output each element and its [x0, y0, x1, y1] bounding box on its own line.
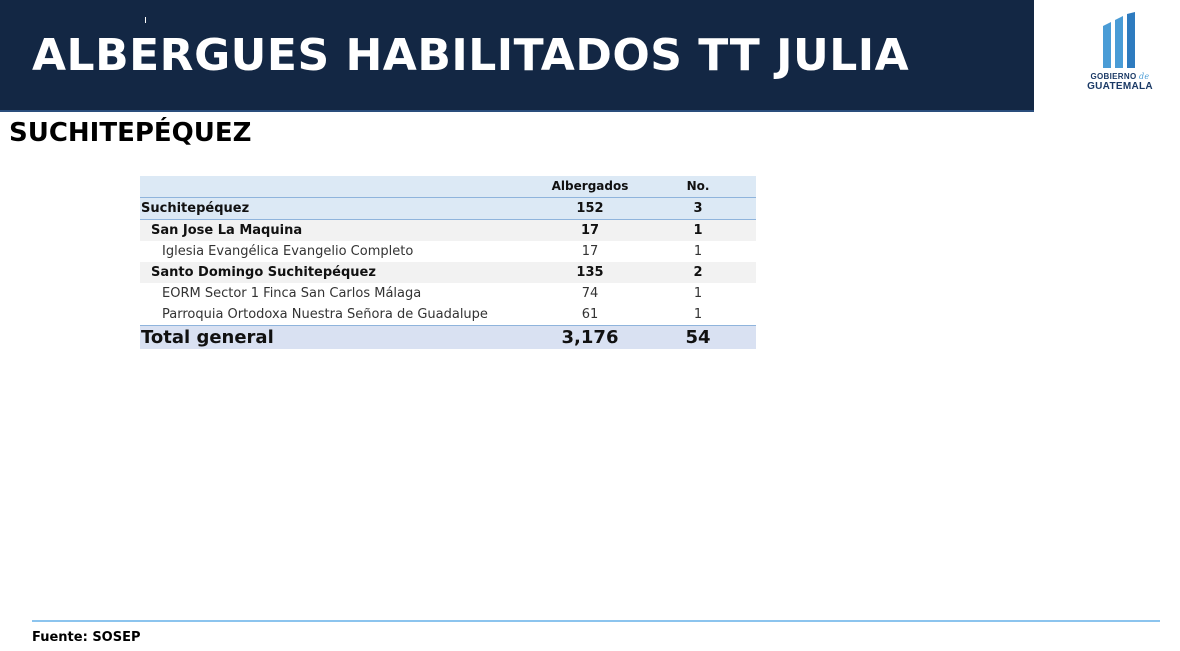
logo-pillars-icon [1100, 12, 1140, 70]
row-no: 1 [693, 307, 703, 322]
footer-divider [32, 620, 1160, 622]
row-albergados: 17 [581, 244, 599, 259]
table-row-municipality [140, 220, 756, 242]
table-row-shelter [140, 304, 756, 326]
logo-text-gobierno: GOBIERNO de [1090, 72, 1150, 81]
row-albergados: 74 [581, 286, 599, 301]
header-albergados: Albergados [551, 179, 629, 193]
row-no: 1 [693, 286, 703, 301]
header-no: No. [686, 179, 710, 193]
header-tick-mark [145, 17, 146, 23]
department-heading: SUCHITEPÉQUEZ [9, 118, 252, 148]
row-albergados: 152 [576, 201, 604, 216]
page-title: ALBERGUES HABILITADOS TT JULIA [32, 30, 910, 81]
total-no: 54 [685, 327, 711, 348]
row-no: 1 [693, 244, 703, 259]
row-name: San Jose La Maquina [151, 223, 303, 238]
row-name: EORM Sector 1 Finca San Carlos Málaga [162, 286, 422, 301]
row-no: 3 [693, 201, 703, 216]
table-row-municipality [140, 262, 756, 283]
table-row-department [140, 198, 756, 220]
gobierno-guatemala-logo [1066, 12, 1174, 102]
row-name: Suchitepéquez [141, 201, 250, 216]
row-no: 2 [693, 265, 703, 280]
row-name: Santo Domingo Suchitepéquez [151, 265, 376, 280]
source-note: Fuente: SOSEP [32, 630, 141, 645]
row-albergados: 61 [581, 307, 599, 322]
row-no: 1 [693, 223, 703, 238]
logo-text-guatemala: GUATEMALA [1087, 81, 1153, 92]
table-header-row [140, 176, 756, 198]
total-albergados: 3,176 [561, 327, 619, 348]
shelters-table [140, 176, 756, 349]
table-total-row [140, 326, 756, 350]
total-label: Total general [141, 327, 274, 348]
row-name: Iglesia Evangélica Evangelio Completo [162, 244, 414, 259]
header-name [140, 176, 540, 198]
row-albergados: 17 [580, 223, 600, 238]
header-bar [0, 0, 1034, 112]
table-row-shelter [140, 241, 756, 262]
row-name: Parroquia Ortodoxa Nuestra Señora de Guadalupe [162, 307, 488, 322]
table-row-shelter [140, 283, 756, 304]
row-albergados: 135 [576, 265, 604, 280]
